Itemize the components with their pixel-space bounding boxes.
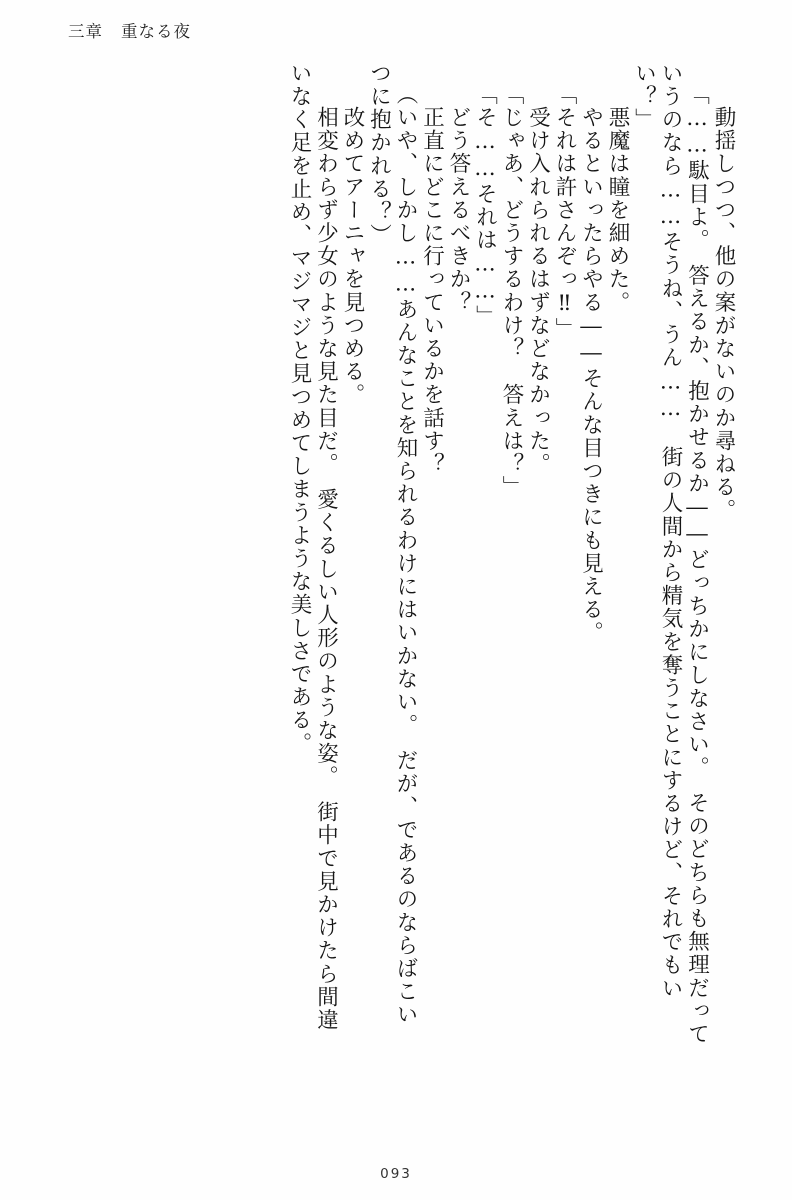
text-line: いうのなら……そうね、うん…… 街の人間から精気を奪うことにするけど、それでもい (658, 62, 683, 1000)
chapter-number: 三章 (68, 22, 103, 41)
page-number: 093 (380, 1166, 412, 1182)
text-line: い？」 (631, 62, 657, 132)
running-head (68, 18, 191, 42)
text-line: 受け入れられるはずなどなかった。 (525, 83, 551, 476)
text-line: どう答えるべきか？ (446, 83, 471, 314)
text-line: 「……駄目よ。 答えるか、抱かせるか――どっちかにしなさい。 そのどちらも無理だって (684, 83, 710, 1046)
text-line: （いや、しかし……あんなことを知られるわけにはいかない。 だが、であるのならばこい (393, 83, 418, 1027)
text-line: いなく足を止め、マジマジと見つめてしまうような美しさである。 (287, 62, 312, 755)
text-line: 「それは許さんぞっ‼」 (552, 83, 577, 341)
text-line: 「じゃあ、どうするわけ？ 答えは？」 (499, 83, 524, 499)
text-line: 相変わらず少女のような見た目だ。 愛くるしい人形のような姿。 街中で見かけたら間違 (313, 83, 339, 1032)
text-line: 「そ……それは……」 (472, 83, 498, 328)
vertical-text-body (58, 62, 734, 1150)
text-line: つに抱かれる？） (366, 62, 392, 247)
text-line: 動揺しつつ、他の案がないのか尋ねる。 (711, 83, 736, 522)
chapter-title: 重なる夜 (121, 22, 191, 41)
text-line: 悪魔は瞳を細めた。 (605, 83, 630, 314)
text-line: やるといったらやる――そんな目つきにも見える。 (578, 83, 604, 645)
text-line: 正直にどこに行っているかを話す？ (419, 83, 445, 476)
text-line: 改めてアーニャを見つめる。 (340, 83, 365, 407)
